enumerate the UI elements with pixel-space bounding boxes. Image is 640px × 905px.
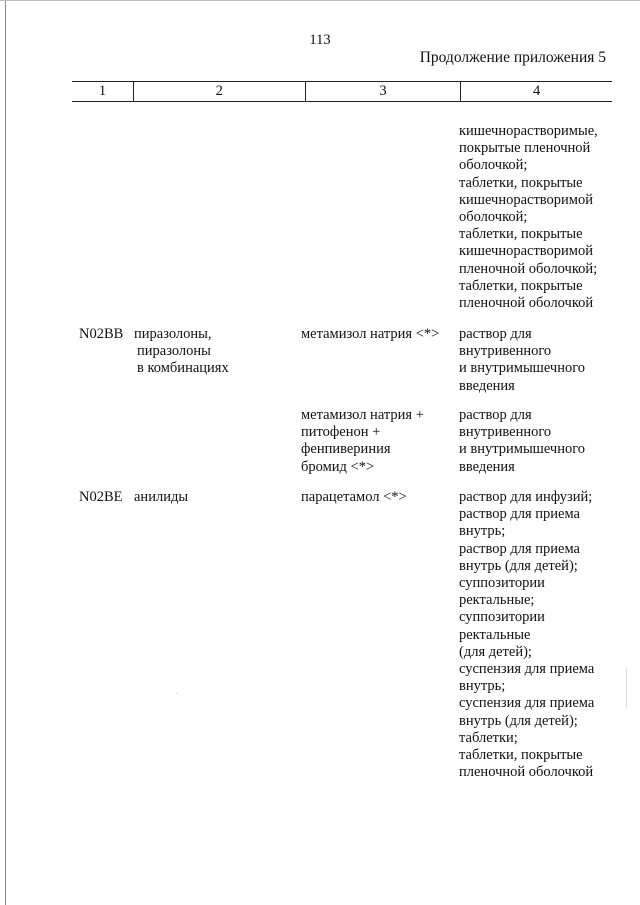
atc-code-n02be: N02BE: [79, 489, 123, 505]
column-header-2: 2: [133, 82, 305, 101]
column-header-4: 4: [460, 82, 612, 101]
form-line: раствор для инфузий;: [459, 489, 593, 505]
form-line: внутривенного: [459, 424, 552, 441]
scan-speck: [176, 693, 177, 694]
form-line: пленочной оболочкой: [459, 764, 594, 781]
form-line: пленочной оболочкой;: [459, 260, 598, 277]
form-line: таблетки, покрытые: [459, 226, 583, 243]
group-line: пиразолоны: [137, 343, 211, 360]
form-line: раствор для приема: [459, 506, 580, 523]
drug-name: [301, 489, 407, 506]
form-line: ректальные;: [459, 592, 535, 609]
form-line: оболочкой;: [459, 157, 528, 174]
form-line: суппозитории: [459, 575, 545, 592]
dosage-forms: [459, 326, 585, 395]
drug-name: [301, 326, 439, 343]
form-line: введения: [459, 458, 515, 475]
atc-group-pyrazolones: [134, 326, 229, 378]
dosage-forms: [459, 489, 594, 781]
form-line: внутрь;: [459, 523, 506, 540]
column-header-1: 1: [98, 83, 107, 99]
form-line: таблетки, покрытые: [459, 277, 583, 294]
form-line: покрытые пленочной: [459, 140, 591, 157]
scan-left-edge: [5, 0, 6, 905]
form-line: введения: [459, 377, 515, 394]
form-line: кишечнорастворимые,: [459, 123, 598, 139]
form-line: внутривенного: [459, 343, 552, 360]
drug-line: бромид <*>: [301, 458, 375, 475]
form-line: внутрь (для детей);: [459, 712, 578, 729]
form-line: суспензия для приема: [459, 661, 595, 678]
form-line: раствор для приема: [459, 540, 580, 557]
appendix-continuation-title: Продолжение приложения 5: [419, 49, 606, 66]
dosage-forms: [459, 407, 585, 476]
group-line: в комбинациях: [137, 360, 229, 377]
form-line: и внутримышечного: [459, 360, 586, 377]
form-line: кишечнорастворимой: [459, 191, 593, 208]
form-line: кишечнорастворимой: [459, 243, 593, 260]
form-line: таблетки, покрытые: [459, 174, 583, 191]
table-header-row: [72, 81, 612, 102]
group-line: пиразолоны,: [134, 326, 212, 342]
atc-group-anilides: [134, 489, 188, 506]
drug-line: парацетамол <*>: [301, 489, 407, 505]
column-header-3: 3: [305, 82, 461, 101]
page-number: 113: [309, 32, 331, 48]
form-line: таблетки, покрытые: [459, 747, 583, 764]
drug-line: питофенон +: [301, 424, 381, 441]
form-line: таблетки;: [459, 729, 518, 746]
form-line: оболочкой;: [459, 209, 528, 226]
drug-line: фенпивериния: [301, 441, 391, 458]
form-line: пленочной оболочкой: [459, 295, 594, 312]
atc-code-n02bb: N02BB: [79, 326, 124, 342]
form-line: внутрь;: [459, 678, 506, 695]
scan-top-edge: [0, 0, 640, 1]
drug-line: метамизол натрия <*>: [301, 326, 440, 342]
form-line: и внутримышечного: [459, 441, 586, 458]
form-line: (для детей);: [459, 643, 532, 660]
form-line: раствор для: [459, 326, 532, 342]
scan-mark: [626, 668, 627, 708]
drug-name: [301, 407, 424, 476]
form-line: суппозитории: [459, 609, 545, 626]
form-line: суспензия для приема: [459, 695, 595, 712]
continued-dosage-forms: [459, 123, 598, 312]
group-line: анилиды: [134, 489, 189, 505]
form-line: раствор для: [459, 407, 532, 423]
form-line: ректальные: [459, 626, 531, 643]
form-line: внутрь (для детей);: [459, 557, 578, 574]
drug-line: метамизол натрия +: [301, 407, 424, 423]
